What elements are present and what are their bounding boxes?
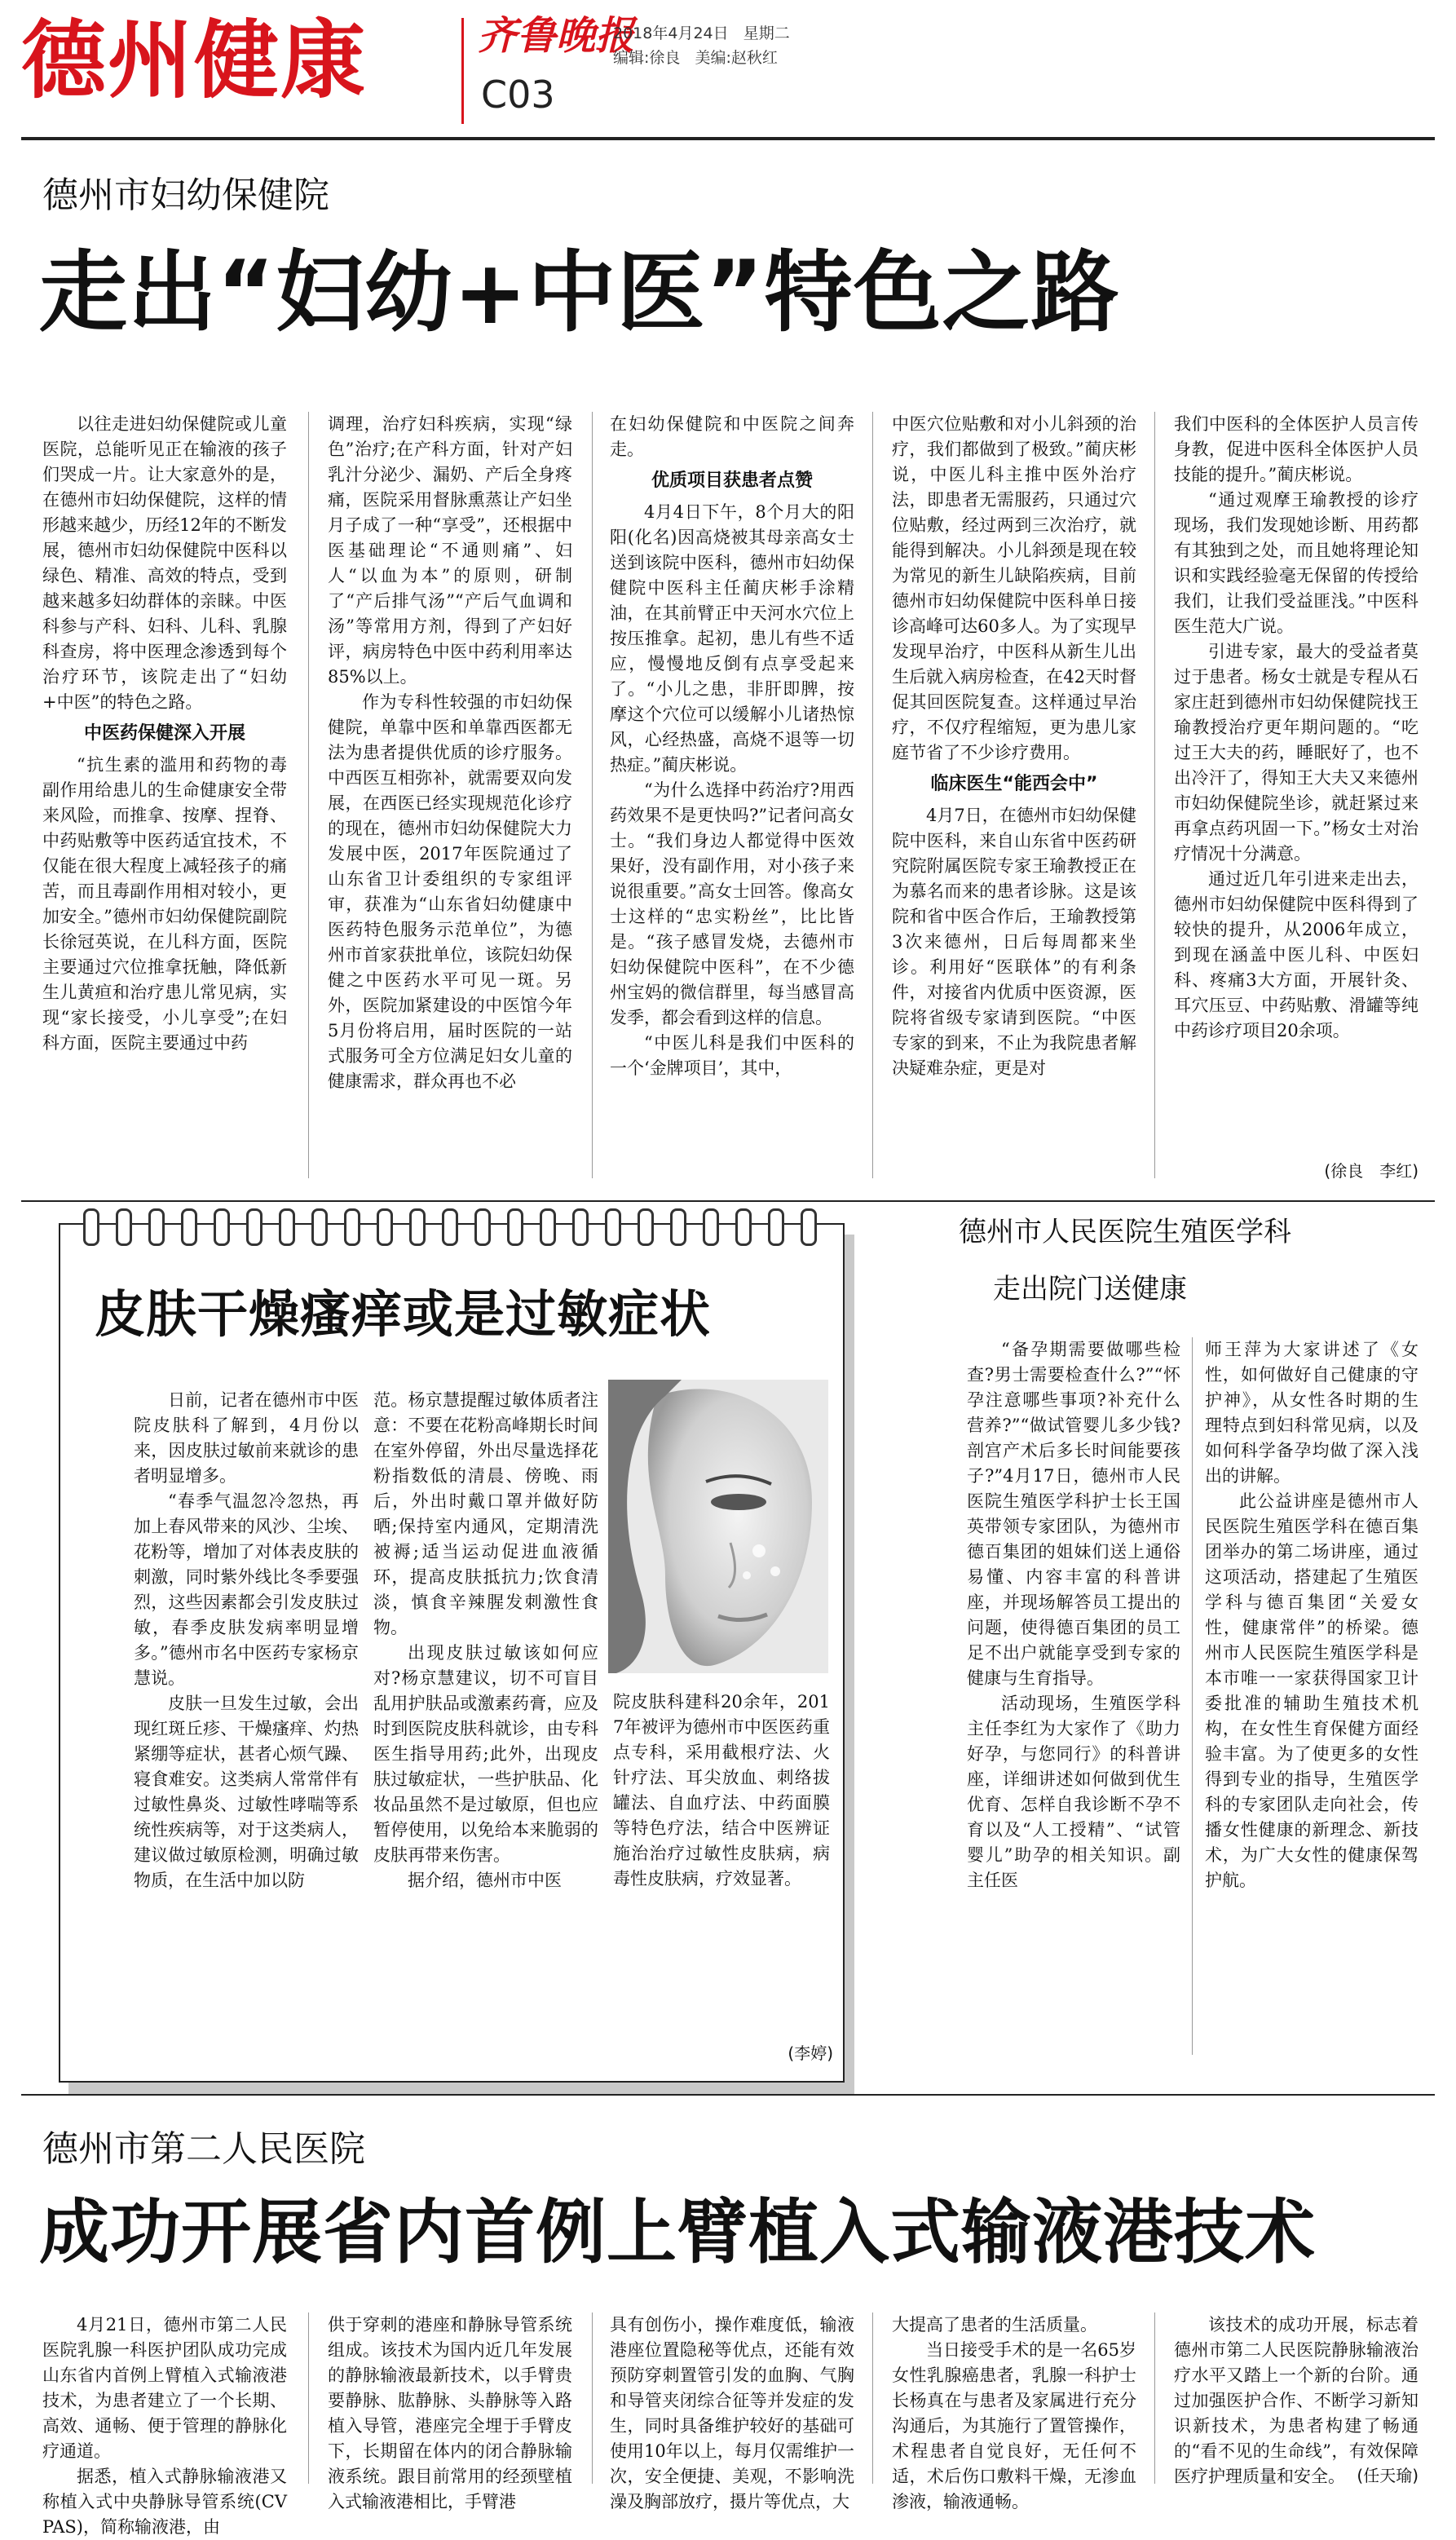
binder-ring bbox=[474, 1208, 491, 1246]
paragraph: 师王萍为大家讲述了《女性，如何做好自己健康的守护神》，从女性各时期的生理特点到妇科常见病，以及如何科学备孕均做了深入浅出的讲解。 bbox=[1205, 1340, 1418, 1486]
issue-date: 2018年4月24日 bbox=[613, 24, 729, 42]
article1-column-2 bbox=[328, 412, 572, 1195]
article4-column-1 bbox=[42, 2313, 287, 2537]
binder-ring bbox=[703, 1208, 719, 1246]
editor-credit: 编辑:徐良 bbox=[613, 49, 681, 67]
binder-ring bbox=[605, 1208, 621, 1246]
section-subheading: 中医药保健深入开展 bbox=[83, 723, 245, 744]
masthead-divider bbox=[461, 18, 464, 124]
article4-kicker: 德州市第二人民医院 bbox=[42, 2128, 365, 2170]
article1-byline: (徐良 李红) bbox=[1324, 1161, 1418, 1181]
binder-ring bbox=[377, 1208, 393, 1246]
binder-ring bbox=[735, 1208, 752, 1246]
notepad-box bbox=[59, 1223, 845, 2083]
binder-ring bbox=[768, 1208, 784, 1246]
binder-ring bbox=[279, 1208, 295, 1246]
paragraph: 4月7日，在德州市妇幼保健院中医科，来自山东省中医药研究院附属医院专家王瑜教授正在为慕名而来的患者诊脉。这是该院和省中医合作后，王瑜教授第3次来德州，日后每周都来坐诊。利用好“医联体”的有利条件，对接省内优质中医资源，医院将省级专家请到医院。“中医专家的到来，不止为我院患者解决疑难杂症，更是对 bbox=[892, 806, 1136, 1078]
paragraph: “通过观摩王瑜教授的诊疗现场，我们发现她诊断、用药都有其独到之处，而且她将理论知识和实践经验毫无保留的传授给我们，让我们受益匪浅。”中医科医生范大广说。 bbox=[1174, 490, 1418, 636]
article3-kicker: 德州市人民医院生殖医学科 bbox=[959, 1216, 1291, 1248]
article2-byline: (李婷) bbox=[788, 2043, 833, 2063]
article1-headline: 走出“妇幼+中医”特色之路 bbox=[39, 242, 1120, 344]
woman-face-illustration bbox=[608, 1380, 828, 1673]
article1-column-4 bbox=[892, 412, 1136, 1195]
binder-ring bbox=[311, 1208, 328, 1246]
article1-column-3 bbox=[610, 412, 854, 1195]
article2-column-2 bbox=[373, 1388, 598, 2040]
column-divider bbox=[308, 412, 309, 1178]
issue-weekday: 星期二 bbox=[743, 24, 790, 42]
paragraph: 皮肤一旦发生过敏，会出现红斑丘疹、干燥瘙痒、灼热紧绷等症状，甚者心烦气躁、寝食难安。这类病人常常伴有过敏性鼻炎、过敏性哮喘等系统性疾病等，对于这类病人，建议做过敏原检测，明确过敏物质，在生活中加以防 bbox=[134, 1694, 359, 1890]
paragraph: 4月4日下午，8个月大的阳阳(化名)因高烧被其母亲高女士送到该院中医科，德州市妇幼保健院中医科主任蔺庆彬手涂精油，在其前臂正中天河水穴位上按压推拿。起初，患儿有些不适应，慢慢地反倒有点享受起来了。“小儿之患，非肝即脾，按摩这个穴位可以缓解小儿诸热惊风，心经热盛，高烧不退等一切热症。”蔺庆彬说。 bbox=[610, 502, 854, 775]
paragraph: 4月21日，德州市第二人民医院乳腺一科医护团队成功完成山东省内首例上臂植入式输液港技术，为患者建立了一个长期、高效、通畅、便于管理的静脉化疗通道。 bbox=[42, 2315, 287, 2461]
binder-ring bbox=[442, 1208, 458, 1246]
newspaper-logo: 齐鲁晚报 bbox=[478, 13, 635, 59]
paragraph: “备孕期需要做哪些检查?男士需要检查什么?”“怀孕注意哪些事项?补充什么营养?”“做试管婴儿多少钱?剖宫产术后多长时间能要孩子?”4月17日，德州市人民医院生殖医学科护士长王国英带领专家团队，为德州市德百集团的姐妹们送上通俗易懂、内容丰富的科普讲座，并现场解答员工提出的问题，使得德百集团的员工足不出户就能享受到专家的健康与生育指导。 bbox=[967, 1340, 1180, 1688]
column-divider bbox=[872, 2313, 873, 2484]
issue-meta bbox=[613, 21, 790, 70]
binder-ring bbox=[507, 1208, 523, 1246]
binder-ring bbox=[116, 1208, 132, 1246]
column-divider bbox=[592, 2313, 593, 2484]
paragraph: 大提高了患者的生活质量。 bbox=[892, 2315, 1097, 2335]
paragraph: “中医儿科是我们中医科的一个‘金牌项目’，其中， bbox=[610, 1033, 854, 1078]
paragraph: 我们中医科的全体医护人员言传身教，促进中医科全体医护人员技能的提升。”蔺庆彬说。 bbox=[1174, 414, 1418, 484]
article3-column-2 bbox=[1205, 1337, 1418, 2071]
paragraph: 供于穿刺的港座和静脉导管系统组成。该技术为国内近几年发展的静脉输液最新技术，以手臂贵要静脉、肱静脉、头静脉等入路植入导管，港座完全埋于手臂皮下，长期留在体内的闭合静脉输液系统。跟目前常用的经颈壁植入式输液港相比，手臂港 bbox=[328, 2315, 572, 2511]
paragraph: 引进专家，最大的受益者莫过于患者。杨女士就是专程从石家庄赶到德州市妇幼保健院找王瑜教授治疗更年期问题的。“吃过王大夫的药，睡眠好了，也不出冷汗了，得知王大夫又来德州市妇幼保健院坐诊，就赶紧过来再拿点药巩固一下。”杨女士对治疗情况十分满意。 bbox=[1174, 642, 1418, 864]
binder-ring bbox=[670, 1208, 686, 1246]
paragraph: “抗生素的滥用和药物的毒副作用给患儿的生命健康安全带来风险，而推拿、按摩、捏脊、中药贴敷等中医药适宜技术，不仅能在很大程度上减轻孩子的痛苦，而且毒副作用相对较小，更加安全。”德州市妇幼保健院副院长徐冠英说，在儿科方面，医院主要通过穴位推拿抚触，降低新生儿黄疸和治疗患儿常见病，实现“家长接受，小儿享受”;在妇科方面，医院主要通过中药 bbox=[42, 755, 287, 1053]
paragraph: 此公益讲座是德州市人民医院生殖医学科在德百集团举办的第二场讲座，通过这项活动，搭建起了生殖医学科与德百集团“关爱女性，健康常伴”的桥梁。德州市人民医院生殖医学科是本市唯一一家获得国家卫计委批准的辅助生殖技术机构，在女性生育保健方面经验丰富。为了使更多的女性得到专业的指导，生殖医学科的专家团队走向社会，传播女性健康的新理念、新技术，为广大女性的健康保驾护航。 bbox=[1205, 1491, 1418, 1890]
paragraph: “为什么选择中药治疗?用西药效果不是更快吗?”记者问高女士。“我们身边人都觉得中医效果好，没有副作用，对小孩子来说很重要。”高女士回答。像高女士这样的“忠实粉丝”，比比皆是。“孩子感冒发烧，去德州市妇幼保健院中医科”，在不少德州宝妈的微信群里，每当感冒高发季，都会看到这样的信息。 bbox=[610, 780, 854, 1027]
paragraph: 作为专科性较强的市妇幼保健院，单靠中医和单靠西医都无法为患者提供优质的诊疗服务。中西医互相弥补，就需要双向发展，在西医已经实现规范化诊疗的现在，德州市妇幼保健院大力发展中医，2017年医院通过了山东省卫计委组织的专家组评审，获准为“山东省妇幼健康中医药特色服务示范单位”，为德州市首家获批单位，该院妇幼保健之中医药水平可见一斑。另外，医院加紧建设的中医馆今年5月份将启用，届时医院的一站式服务可全方位满足妇女儿童的健康需求，群众再也不必 bbox=[328, 692, 572, 1091]
paragraph: 中医穴位贴敷和对小儿斜颈的治疗，我们都做到了极致。”蔺庆彬说，中医儿科主推中医外治疗法，即患者无需服药，只通过穴位贴敷，经过两到三次治疗，就能得到解决。小儿斜颈是现在较为常见的新生儿缺陷疾病，目前德州市妇幼保健院中医科单日接诊高峰可达60多人。为了实现早发现早治疗，中医科从新生儿出生后就入病房检查，在42天时督促其回医院复查。这样通过早治疗，不仅疗程缩短，更为患儿家庭节省了不少诊疗费用。 bbox=[892, 414, 1136, 762]
article1-column-1 bbox=[42, 412, 287, 1195]
section-rule bbox=[21, 2094, 1435, 2096]
article1-kicker: 德州市妇幼保健院 bbox=[42, 174, 329, 216]
binder-ring bbox=[572, 1208, 589, 1246]
binder-ring bbox=[246, 1208, 263, 1246]
masthead-rule bbox=[21, 137, 1435, 140]
article3-column-1 bbox=[967, 1337, 1180, 2071]
column-divider bbox=[592, 412, 593, 1178]
paragraph: 据介绍，德州市中医 bbox=[408, 1871, 562, 1890]
paragraph: 在妇幼保健院和中医院之间奔走。 bbox=[610, 414, 854, 459]
article4-column-3 bbox=[610, 2313, 854, 2511]
column-divider bbox=[308, 2313, 309, 2484]
article1-column-5 bbox=[1174, 412, 1418, 1154]
paragraph: 范。杨京慧提醒过敏体质者注意：不要在花粉高峰期长时间在室外停留，外出尽量选择花粉指数低的清晨、傍晚、雨后，外出时戴口罩并做好防晒;保持室内通风，定期清洗被褥;适当运动促进血液循环，提高皮肤抵抗力;饮食清淡，慎食辛辣腥发刺激性食物。 bbox=[373, 1390, 598, 1637]
column-divider bbox=[1154, 2313, 1155, 2484]
section-title: 德州健康 bbox=[21, 11, 368, 110]
article2-column-1 bbox=[134, 1388, 359, 2040]
paragraph: 日前，记者在德州市中医院皮肤科了解到，4月份以来，因皮肤过敏前来就诊的患者明显增多。 bbox=[134, 1390, 359, 1486]
paragraph: 院皮肤科建科20余年，2017年被评为德州市中医医药重点专科，采用截根疗法、火针疗法、耳尖放血、刺络拔罐法、自血疗法、中药面膜等特色疗法，结合中医辨证施治治疗过敏性皮肤病，病毒性皮肤病，疗效显著。 bbox=[613, 1692, 830, 1888]
binder-ring bbox=[214, 1208, 230, 1246]
paragraph: 通过近几年引进来走出去，德州市妇幼保健院中医科得到了较快的提升，从2006年成立，到现在涵盖中医儿科、中医妇科、疼痛3大方面，开展针灸、耳穴压豆、中药贴敷、滑罐等纯中药诊疗项目20余项。 bbox=[1174, 869, 1418, 1040]
article2-headline: 皮肤干燥瘙痒或是过敏症状 bbox=[95, 1284, 712, 1344]
article4-column-4 bbox=[892, 2313, 1136, 2511]
column-divider bbox=[1154, 412, 1155, 1178]
paragraph: 当日接受手术的是一名65岁女性乳腺癌患者，乳腺一科护士长杨真在与患者及家属进行充分沟通后，为其施行了置管操作，术程患者自觉良好，无任何不适，术后伤口敷料干燥，无渗血渗液，输液通畅。 bbox=[892, 2340, 1136, 2511]
article2-column-3 bbox=[613, 1690, 830, 2032]
paragraph: “春季气温忽冷忽热，再加上春风带来的风沙、尘埃、花粉等，增加了对体表皮肤的刺激，同时紫外线比冬季要强烈，这些因素都会引发皮肤过敏，春季皮肤发病率明显增多。”德州市名中医药专家杨京慧说。 bbox=[134, 1491, 359, 1688]
designer-credit: 美编:赵秋红 bbox=[695, 49, 778, 67]
binder-ring bbox=[181, 1208, 197, 1246]
binder-ring bbox=[409, 1208, 426, 1246]
paragraph: 以往走进妇幼保健院或儿童医院，总能听见正在输液的孩子们哭成一片。让大家意外的是，在德州市妇幼保健院，这样的情形越来越少，历经12年的不断发展，德州市妇幼保健院中医科以绿色、精准、高效的特点，受到越来越多妇幼群体的亲睐。中医科参与产科、妇科、儿科、乳腺科查房，将中医理念渗透到每个治疗环节，该院走出了“妇幼+中医”的特色之路。 bbox=[42, 414, 287, 712]
binder-ring bbox=[344, 1208, 360, 1246]
article4-byline: (任天瑜) bbox=[1357, 2466, 1418, 2485]
section-subheading: 临床医生“能西会中” bbox=[930, 774, 1098, 794]
paragraph: 出现皮肤过敏该如何应对?杨京慧建议，切不可盲目乱用护肤品或激素药膏，应及时到医院皮肤科就诊，由专科医生指导用药;此外，出现皮肤过敏症状，一些护肤品、化妆品虽然不是过敏原，但也应暂停使用，以免给本来脆弱的皮肤再带来伤害。 bbox=[373, 1643, 598, 1865]
paragraph: 活动现场，生殖医学科主任李红为大家作了《助力好孕，与您同行》的科普讲座，详细讲述如何做到优生优育、怎样自我诊断不孕不育以及“人工授精”、“试管婴儿”助孕的相关知识。副主任医 bbox=[967, 1694, 1180, 1890]
article4-column-2 bbox=[328, 2313, 572, 2511]
paragraph: 具有创伤小，操作难度低，输液港座位置隐秘等优点，还能有效预防穿刺置管引发的血胸、气胸和导管夹闭综合征等并发症的发生，同时具备维护较好的基础可使用10年以上，每月仅需维护一次，安全便捷、美观，不影响洗澡及胸部放疗，摄片等优点，大 bbox=[610, 2315, 854, 2511]
paragraph: 调理，治疗妇科疾病，实现“绿色”治疗;在产科方面，针对产妇乳汁分泌少、漏奶、产后全身疼痛，医院采用督脉熏蒸让产妇坐月子成了一种“享受”，还根据中医基础理论“不通则痛”、妇人“以血为本”的原则，研制了“产后排气汤”“产后气血调和汤”等常用方剂，得到了产妇好评，病房特色中医中药利用率达85%以上。 bbox=[328, 414, 572, 687]
article3-subheadline: 走出院门送健康 bbox=[993, 1273, 1187, 1305]
binder-ring bbox=[83, 1208, 99, 1246]
section-subheading: 优质项目获患者点赞 bbox=[651, 470, 813, 491]
binder-ring bbox=[801, 1208, 817, 1246]
paragraph: 据悉，植入式静脉输液港又称植入式中央静脉导管系统(CVPAS)，简称输液港，由 bbox=[42, 2467, 287, 2537]
binder-ring bbox=[638, 1208, 654, 1246]
page-number: C03 bbox=[481, 73, 555, 117]
column-divider bbox=[1192, 1337, 1193, 2055]
binder-ring bbox=[148, 1208, 165, 1246]
column-divider bbox=[872, 412, 873, 1178]
article4-headline: 成功开展省内首例上臂植入式输液港技术 bbox=[39, 2192, 1316, 2273]
paragraph: 该技术的成功开展，标志着德州市第二人民医院静脉输液治疗水平又踏上一个新的台阶。通过加强医护合作、不断学习新知识新技术，为患者构建了畅通的“看不见的生命线”，有效保障医疗护理质量和安全。 bbox=[1174, 2315, 1418, 2486]
section-rule bbox=[21, 1200, 1435, 1202]
binder-ring bbox=[540, 1208, 556, 1246]
